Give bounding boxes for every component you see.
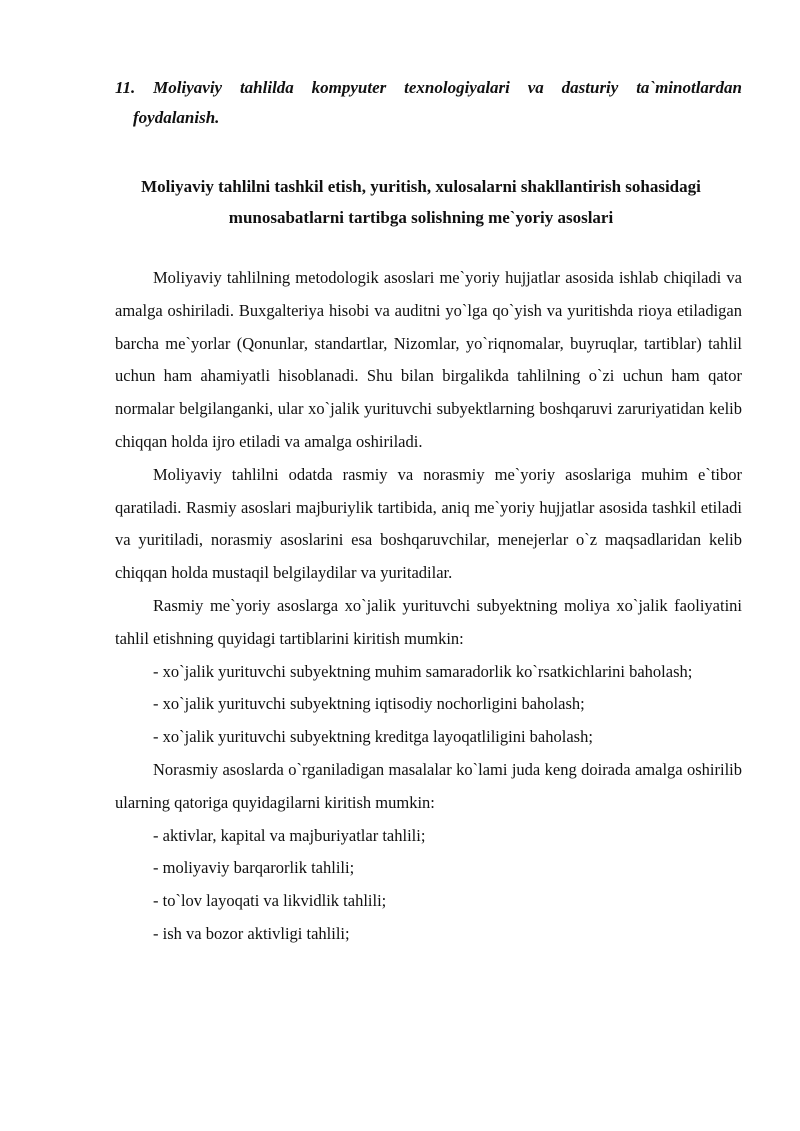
document-body: [115, 262, 742, 951]
paragraph-formal-informal: Moliyaviy tahlilni odatda rasmiy va norasmiy me`yoriy asoslariga muhim e`tibor qaratiladi. Rasmiy asoslari majburiylik tartibida, aniq me`yoriy hujjatlar asosida tashkil etiladi va yuritiladi, norasmiy asoslarini esa boshqaruvchilar, menejerlar o`z maqsadlaridan kelib chiqqan holda mustaqil belgilaydilar va yuritadilar.: [115, 464, 742, 583]
list-item: - ish va bozor aktivligi tahlili;: [153, 923, 350, 943]
chapter-title-line2: foydalanish.: [133, 108, 220, 127]
list-item: - xo`jalik yurituvchi subyektning kreditga layoqatliligini baholash;: [153, 727, 593, 747]
list-item: - to`lov layoqati va likvidlik tahlili;: [153, 891, 387, 911]
chapter-title-line1: 11. Moliyaviy tahlilda kompyuter texnologiyalari va dasturiy ta`minotlardan: [115, 78, 742, 97]
list-item: - moliyaviy barqarorlik tahlili;: [153, 858, 355, 878]
paragraph-formal-intro: Rasmiy me`yoriy asoslarga xo`jalik yurituvchi subyektning moliya xo`jalik faoliyatini tahlil etishning quyidagi tartiblarini kiritish mumkin:: [115, 595, 742, 648]
list-item: - aktivlar, kapital va majburiyatlar tahlili;: [153, 825, 426, 845]
paragraph-methodology: Moliyaviy tahlilning metodologik asoslari me`yoriy hujjatlar asosida ishlab chiqiladi va amalga oshiriladi. Buxgalteriya hisobi va auditni yo`lga qo`yish va yuritishda rioya etiladigan barcha me`yorlar (Qonunlar, standartlar, Nizomlar, yo`riqnomalar, buyruqlar, tartiblar) tahlil uchun ham ahamiyatli hisoblanadi. Shu bilan birgalikda tahlilning o`zi uchun ham qator normalar belgilanganki, ular xo`jalik yurituvchi subyektlarning boshqaruvi zaruriyatidan kelib chiqqan holda ijro etiladi va amalga oshiriladi.: [115, 268, 742, 451]
list-item: - xo`jalik yurituvchi subyektning muhim samaradorlik ko`rsatkichlarini baholash;: [153, 661, 693, 681]
list-item: - xo`jalik yurituvchi subyektning iqtisodiy nochorligini baholash;: [153, 694, 585, 714]
chapter-title: [115, 73, 742, 133]
section-title: Moliyaviy tahlilni tashkil etish, yuritish, xulosalarni shakllantirish sohasidagi munosabatlarni tartibga solishning me`yoriy asoslari: [141, 177, 701, 227]
paragraph-informal-intro: Norasmiy asoslarda o`rganiladigan masalalar ko`lami juda keng doirada amalga oshirilib ularning qatoriga quyidagilarni kiritish mumkin:: [115, 759, 742, 812]
